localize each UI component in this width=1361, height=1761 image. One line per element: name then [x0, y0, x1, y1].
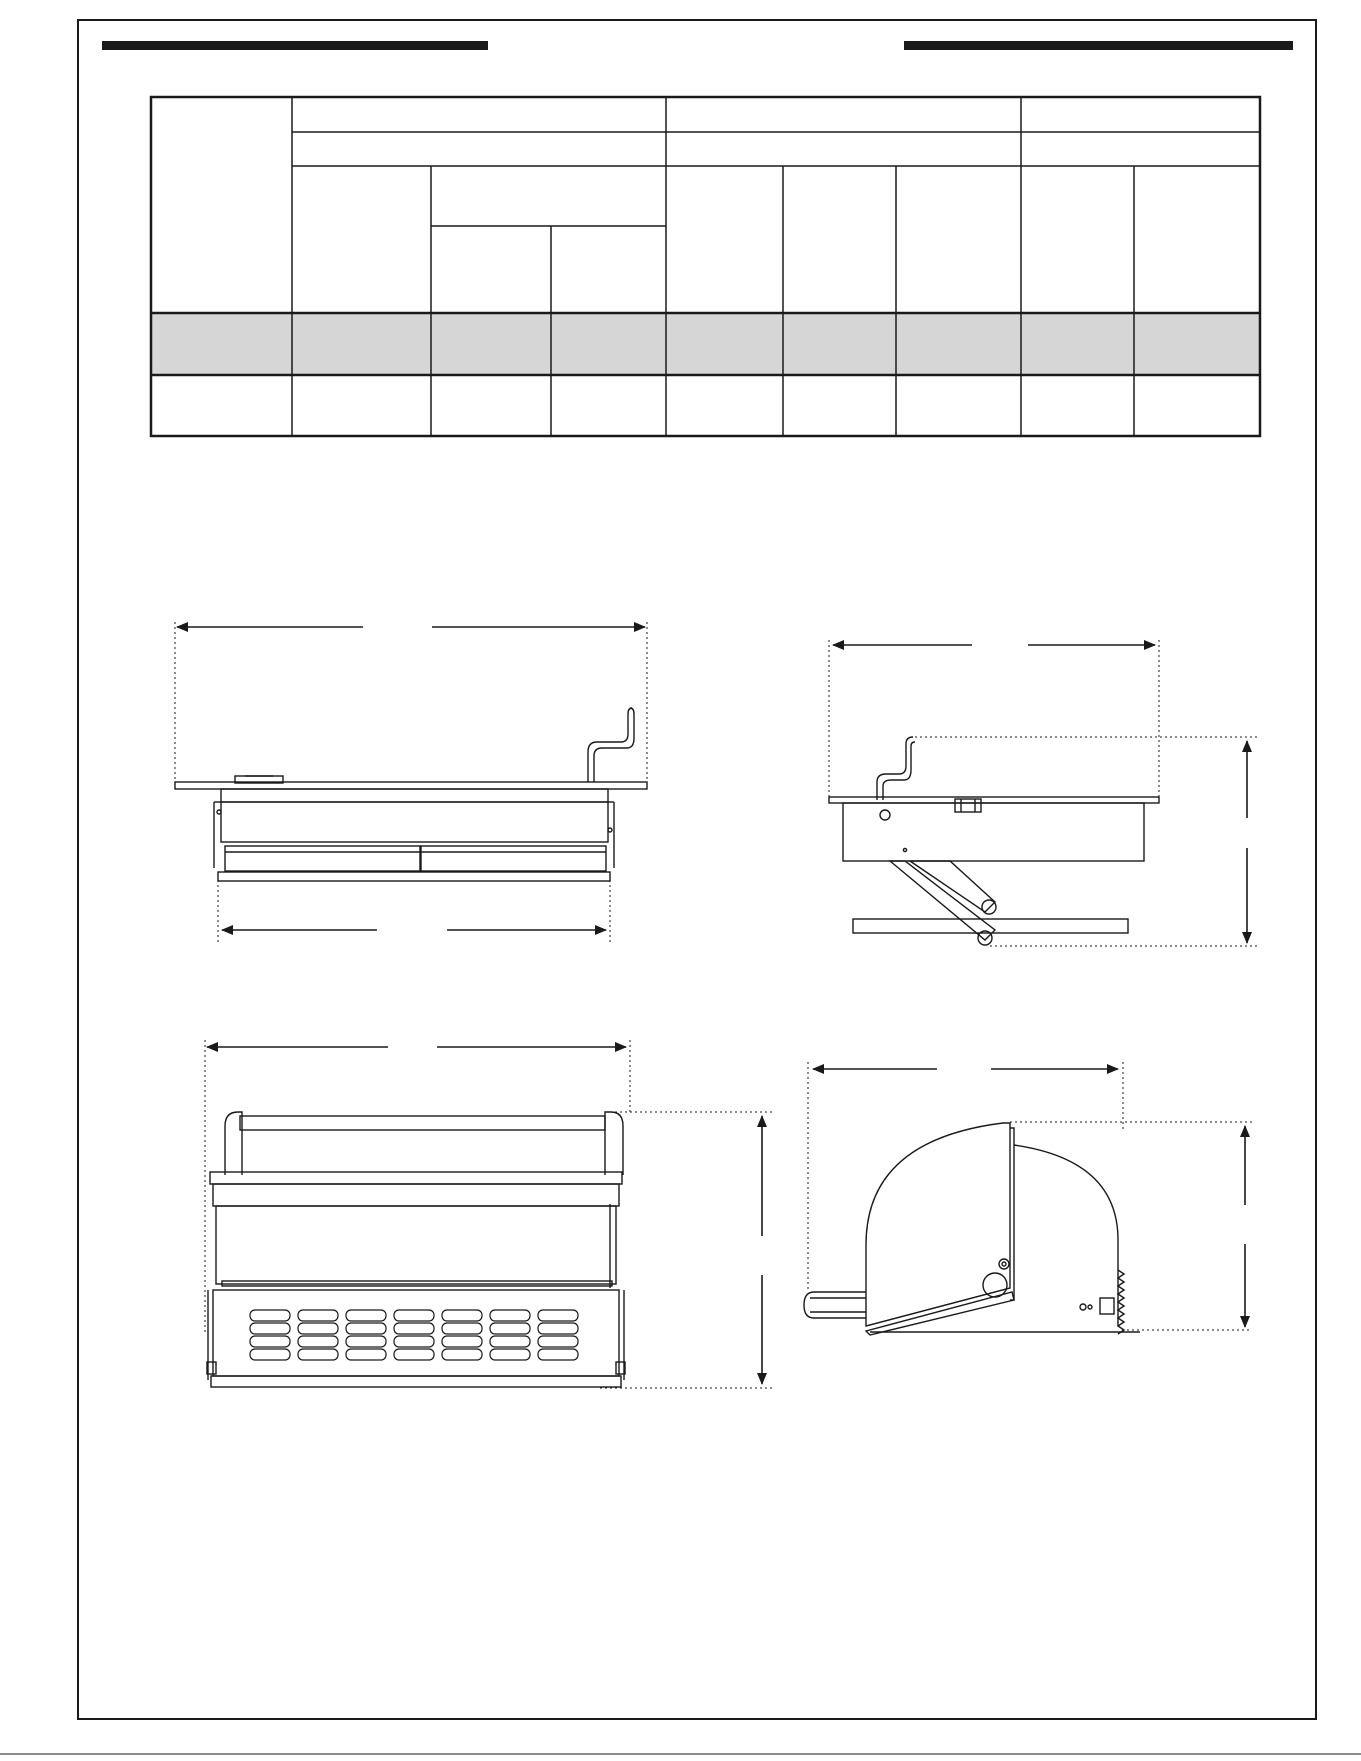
louver-slot [298, 1349, 338, 1360]
front-view-surface [205, 1040, 772, 1388]
louver-slot [442, 1310, 482, 1321]
louver-slot [394, 1323, 434, 1334]
spec-table [151, 97, 1260, 436]
louver-slot [442, 1323, 482, 1334]
louver-slot [442, 1336, 482, 1347]
louver-slot [250, 1349, 290, 1360]
louver-slot [538, 1310, 578, 1321]
louver-slot [394, 1310, 434, 1321]
louver-slot [346, 1310, 386, 1321]
side-view-recessed [829, 640, 1257, 946]
louver-slot [490, 1310, 530, 1321]
louver-slot [538, 1336, 578, 1347]
louver-slot [394, 1349, 434, 1360]
side-view-surface [804, 1062, 1252, 1335]
louver-slot [298, 1310, 338, 1321]
table-outline [151, 97, 1260, 436]
louver-slot [538, 1349, 578, 1360]
louver-slot [346, 1336, 386, 1347]
louver-slot [394, 1336, 434, 1347]
header-bar-left [102, 41, 488, 50]
louver-grille [250, 1310, 578, 1360]
page-border [78, 20, 1316, 1719]
header-bar-right [904, 41, 1293, 50]
top-view-recessed [175, 622, 647, 945]
louver-slot [346, 1323, 386, 1334]
louver-slot [490, 1349, 530, 1360]
louver-slot [490, 1336, 530, 1347]
table-row-shaded [151, 313, 1260, 375]
louver-slot [298, 1323, 338, 1334]
louver-slot [346, 1349, 386, 1360]
louver-slot [538, 1323, 578, 1334]
louver-slot [298, 1336, 338, 1347]
louver-slot [250, 1323, 290, 1334]
louver-slot [250, 1310, 290, 1321]
louver-slot [250, 1336, 290, 1347]
louver-slot [490, 1323, 530, 1334]
louver-slot [442, 1349, 482, 1360]
